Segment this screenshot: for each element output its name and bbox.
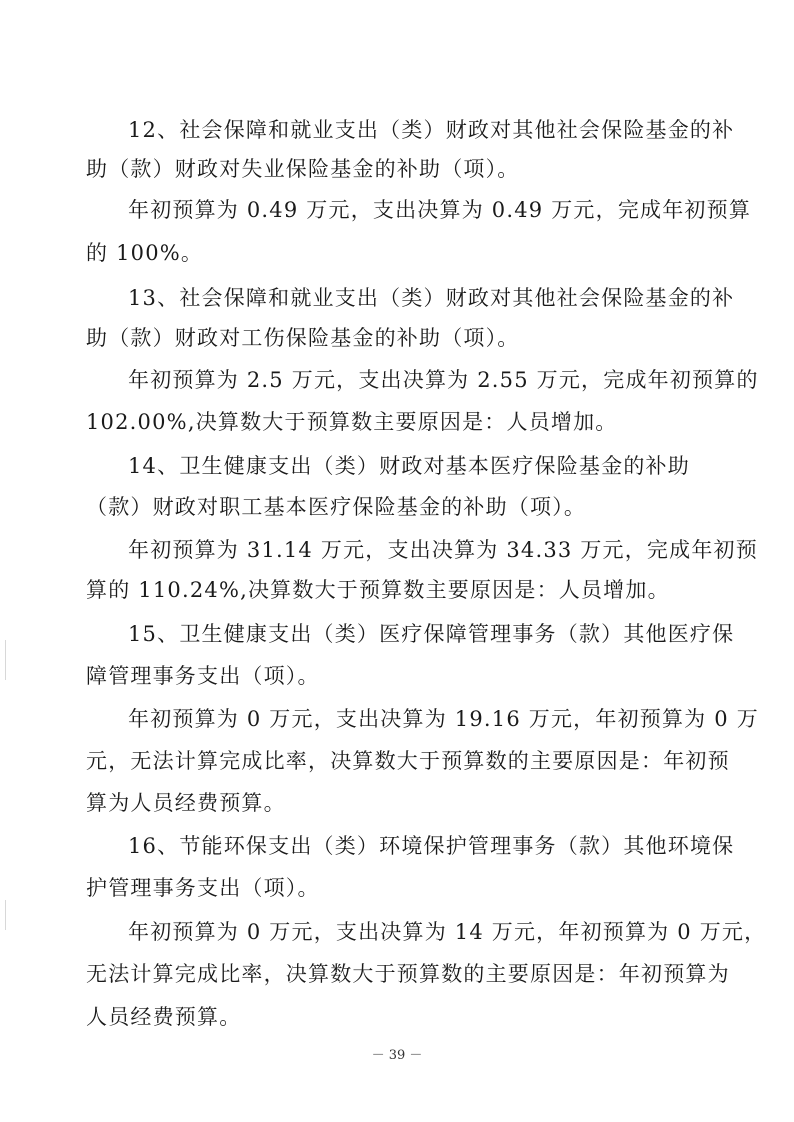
paragraph-line: （款）财政对职工基本医疗保险基金的补助（项）。 — [86, 495, 587, 519]
paragraph-line: 14、卫生健康支出（类）财政对基本医疗保险基金的补助 — [128, 454, 690, 478]
paragraph-line: 年初预算为 0 万元，支出决算为 19.16 万元，年初预算为 0 万 — [128, 707, 759, 731]
paragraph-line: 算的 110.24%,决算数大于预算数主要原因是：人员增加。 — [86, 578, 670, 602]
paragraph-line: 年初预算为 0 万元，支出决算为 14 万元，年初预算为 0 万元， — [128, 920, 767, 944]
scan-artifact — [5, 900, 6, 930]
paragraph-line: 的 100%。 — [86, 241, 204, 265]
paragraph-line: 障管理事务支出（项）。 — [86, 664, 320, 688]
paragraph-line: 助（款）财政对工伤保险基金的补助（项）。 — [86, 326, 520, 350]
paragraph-line: 年初预算为 2.5 万元，支出决算为 2.55 万元，完成年初预算的 — [128, 368, 759, 392]
scan-artifact — [5, 640, 6, 680]
paragraph-line: 助（款）财政对失业保险基金的补助（项）。 — [86, 157, 520, 181]
paragraph-line: 算为人员经费预算。 — [86, 791, 286, 815]
paragraph-line: 护管理事务支出（项）。 — [86, 876, 320, 900]
paragraph-line: 年初预算为 31.14 万元，支出决算为 34.33 万元，完成年初预 — [128, 538, 758, 562]
paragraph-line: 102.00%,决算数大于预算数主要原因是：人员增加。 — [86, 410, 618, 434]
paragraph-line: 年初预算为 0.49 万元，支出决算为 0.49 万元，完成年初预算 — [128, 198, 752, 222]
paragraph-line: 13、社会保障和就业支出（类）财政对其他社会保险基金的补 — [128, 286, 735, 310]
paragraph-line: 16、节能环保支出（类）环境保护管理事务（款）其他环境保 — [128, 834, 735, 858]
paragraph-line: 人员经费预算。 — [86, 1005, 242, 1029]
paragraph-line: 无法计算完成比率，决算数大于预算数的主要原因是：年初预算为 — [86, 962, 730, 986]
page-number: － 39 － — [371, 1048, 423, 1063]
paragraph-line: 15、卫生健康支出（类）医疗保障管理事务（款）其他医疗保 — [128, 622, 735, 646]
paragraph-line: 12、社会保障和就业支出（类）财政对其他社会保险基金的补 — [128, 118, 735, 142]
paragraph-line: 元，无法计算完成比率，决算数大于预算数的主要原因是：年初预 — [86, 749, 730, 773]
